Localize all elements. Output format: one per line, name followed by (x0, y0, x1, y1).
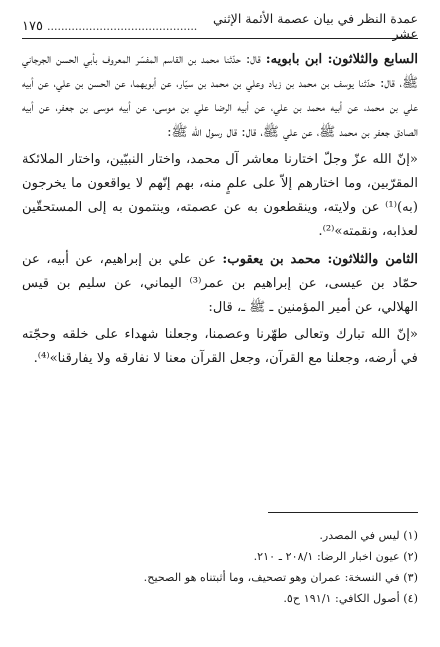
narration-chain: عن علي بن إبراهيم، عن أبيه، عن حمّاد بن عيسى، عن إبراهيم بن عمر⁽³⁾ اليماني، عن سليم بن قيس الهلالي، عن أمير المؤمنين ـ ﷺ ـ، قال: (22, 251, 419, 316)
hadith-quote: «إنّ الله تبارك وتعالى طهّرنا وعصمنا، وجعلنا شهداء على خلقه وحجّته في أرضه، وجعلنا مع القرآن، وجعل القرآن معنا لا نفارقه ولا يفارقنا»⁽⁴⁾. (22, 327, 418, 367)
hadith-quote: «إنّ الله عزّ وجلّ اختارنا معاشر آل محمد، واختار النبيّين، واختار الملائكة المقرّبين، وما اختارهم إلاّ على علمٍ منه، بهم إنّهم لا يواقعون ما يخرجون (به)⁽¹⁾ عن ولايته، وينقطعون به عن عصمته، وينتمون به إلى المستحقّين لعذابه، ونقمته»⁽²⁾. (22, 151, 418, 240)
footnote-3: (٣) في النسخة: عمران وهو تصحيف، وما أثبتناه هو الصحيح. (143, 571, 418, 584)
footnote-1: (١) ليس في المصدر. (319, 529, 418, 542)
footnote-2: (٢) عيون اخبار الرضا: ٢٠٨/١ ـ ٢١٠. (253, 550, 418, 563)
footnote-separator (268, 512, 418, 513)
narration-heading: السابع والثلاثون: ابن بابويه: (265, 52, 418, 67)
paragraph-37 (22, 48, 418, 145)
paragraph-quote-1 (22, 148, 418, 245)
running-header (22, 11, 418, 41)
main-text (22, 48, 418, 375)
paragraph-38 (22, 248, 418, 321)
narration-chain: قال: حدّثنا محمد بن القاسم المفسّر المعروف بأبي الحسن الجرجاني ﷺ، قال: حدّثنا يوسف بن محمد بن زياد وعلي بن محمد بن سيّار، عن أبويهما، عن الحسن بن علي، عن أبيه علي بن محمد، عن أبيه محمد بن علي، عن أبيه الرضا علي بن موسى، عن أبيه موسى بن جعفر، عن أبيه الصادق جعفر بن محمد ﷺ، عن علي ﷺ، قال: قال رسول الله ﷺ: (22, 52, 418, 140)
running-title: عمدة النظر في بيان عصمة الأئمة الإثني عشر (213, 11, 418, 41)
page-number: ١٧٥ (22, 18, 43, 34)
footnote-4: (٤) أصول الكافي: ١٩١/١ ح٥. (283, 592, 418, 605)
footnotes (22, 525, 418, 609)
narration-heading: الثامن والثلاثون: محمد بن يعقوب: (222, 251, 418, 267)
header-leader-dots: ........................................... (46, 19, 198, 33)
paragraph-quote-2 (22, 323, 418, 371)
